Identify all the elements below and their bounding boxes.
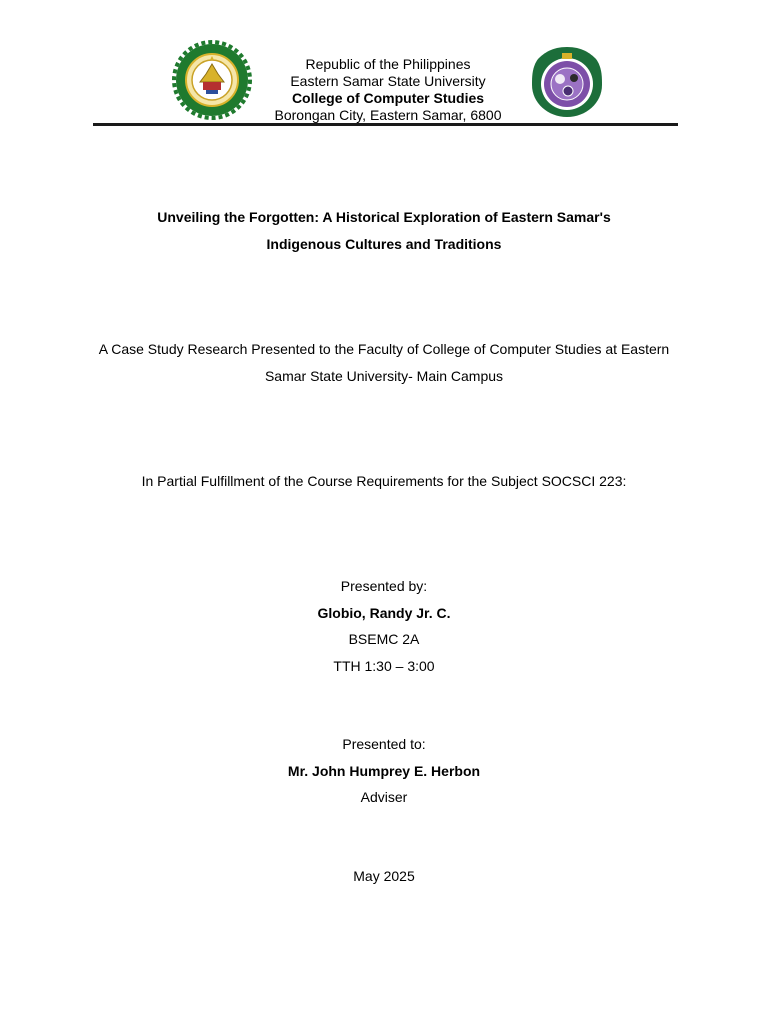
university-line: Eastern Samar State University	[290, 73, 486, 89]
presentation-line-1: A Case Study Research Presented to the Faculty of College of Computer Studies at Eastern	[98, 341, 670, 357]
presentation-line-2: Samar State University- Main Campus	[264, 367, 504, 384]
presented-by-label: Presented by:	[340, 578, 428, 594]
header-divider	[93, 123, 678, 126]
republic-line: Republic of the Philippines	[305, 56, 471, 72]
fulfillment-line: In Partial Fulfillment of the Course Requirements for the Subject SOCSCI 223:	[141, 473, 627, 489]
address-line: Borongan City, Eastern Samar, 6800	[274, 107, 502, 123]
college-seal-icon	[530, 45, 604, 119]
college-line: College of Computer Studies	[291, 90, 485, 106]
title-line-2: Indigenous Cultures and Traditions	[266, 235, 502, 252]
fulfillment-statement	[60, 468, 708, 495]
author-section: BSEMC 2A	[348, 631, 420, 647]
title-line-1: Unveiling the Forgotten: A Historical Exploration of Eastern Samar's	[157, 209, 611, 225]
adviser-role: Adviser	[360, 789, 408, 805]
presentation-statement	[60, 336, 708, 389]
document-date	[60, 863, 708, 890]
date-line: May 2025	[353, 868, 415, 884]
author-name: Globio, Randy Jr. C.	[317, 604, 451, 621]
presented-to-label: Presented to:	[342, 736, 426, 752]
author-schedule: TTH 1:30 – 3:00	[333, 657, 435, 674]
presented-by-section	[60, 573, 708, 679]
university-seal-icon	[172, 40, 252, 120]
letterhead-text	[258, 56, 518, 124]
document-title	[60, 204, 708, 257]
letterhead	[93, 40, 678, 126]
presented-to-section	[60, 731, 708, 811]
adviser-name: Mr. John Humprey E. Herbon	[287, 762, 481, 779]
